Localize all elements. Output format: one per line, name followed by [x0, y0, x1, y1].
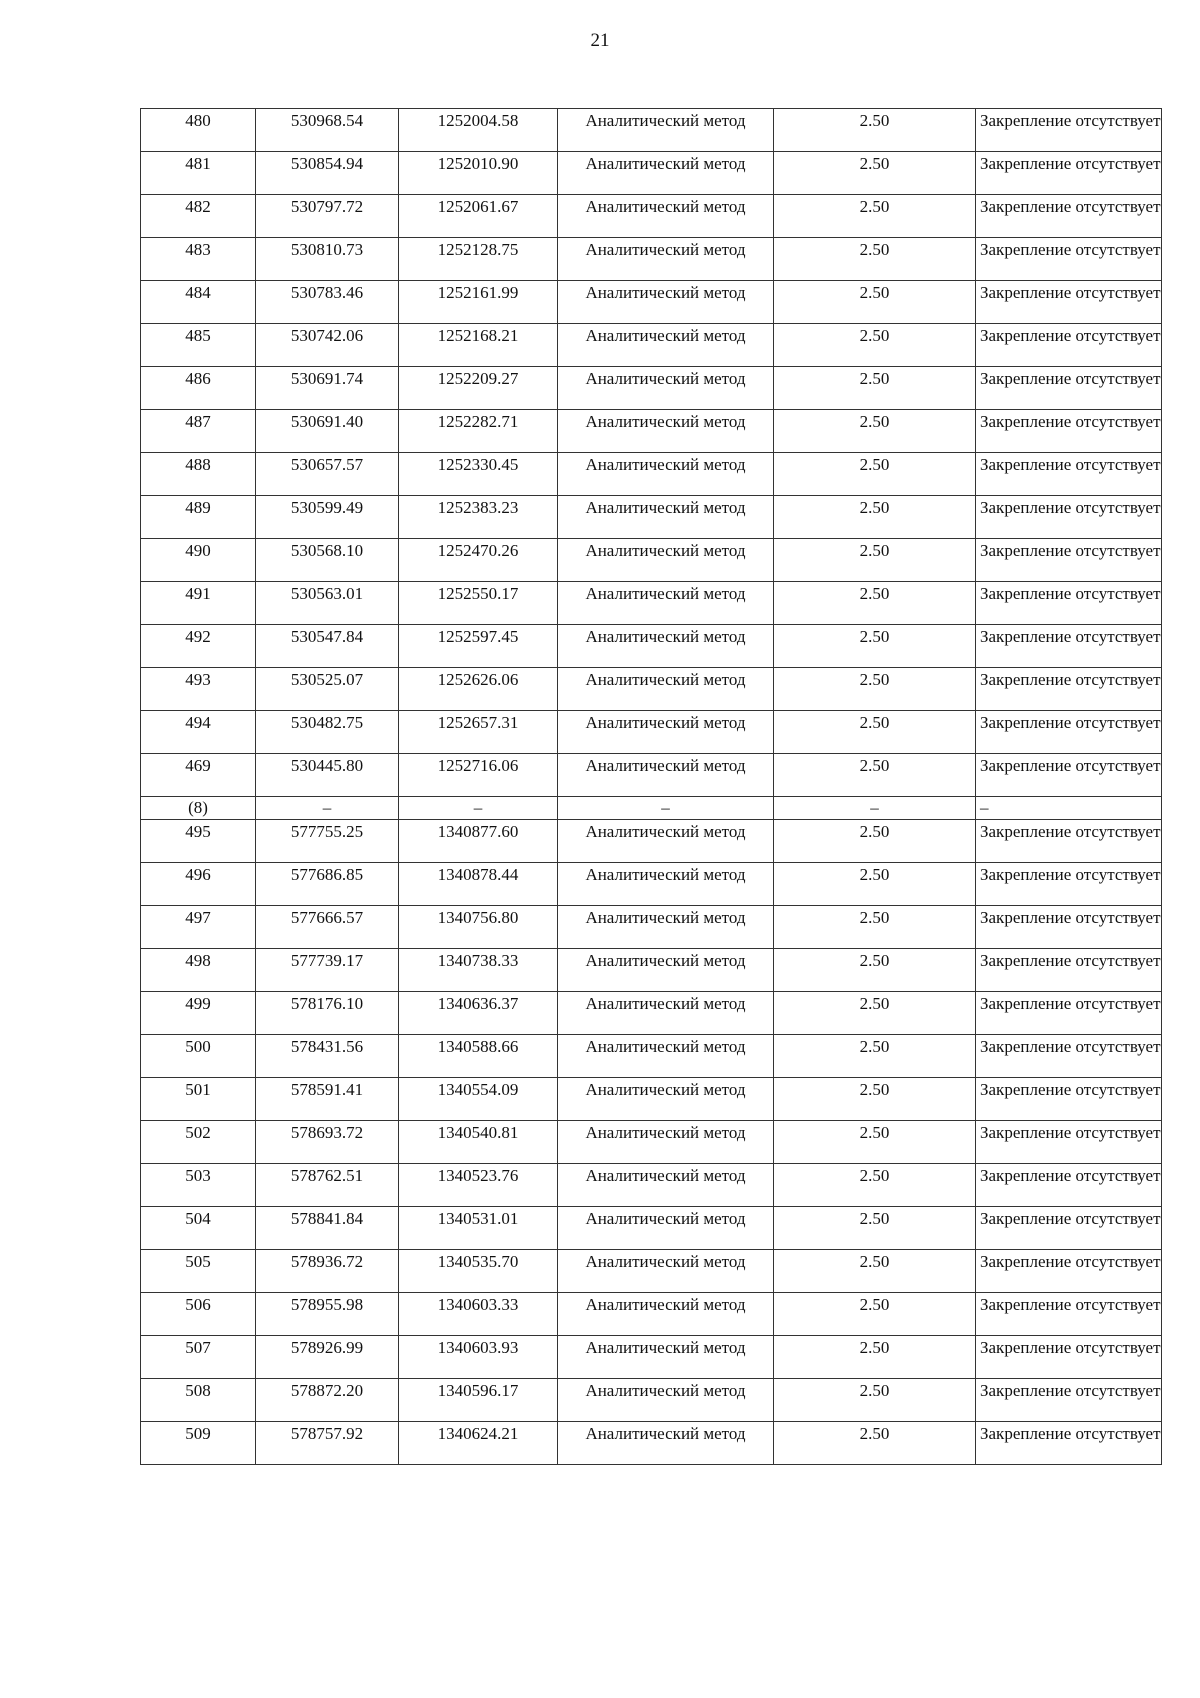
- table-row: [141, 1078, 1162, 1121]
- fixation-cell: Закрепление отсутствует: [976, 152, 1162, 195]
- x-coordinate-cell: 530568.10: [256, 539, 399, 582]
- table-row: [141, 238, 1162, 281]
- y-coordinate-cell: 1340588.66: [399, 1035, 558, 1078]
- accuracy-cell: 2.50: [774, 754, 976, 797]
- method-cell: Аналитический метод: [558, 195, 774, 238]
- y-coordinate-cell: 1340624.21: [399, 1422, 558, 1465]
- fixation-cell: Закрепление отсутствует: [976, 496, 1162, 539]
- x-coordinate-cell: 530783.46: [256, 281, 399, 324]
- x-coordinate-cell: 578841.84: [256, 1207, 399, 1250]
- point-number-cell: 489: [141, 496, 256, 539]
- fixation-cell: Закрепление отсутствует: [976, 668, 1162, 711]
- point-number-cell: 509: [141, 1422, 256, 1465]
- table-row: [141, 539, 1162, 582]
- table-row: [141, 754, 1162, 797]
- method-cell: Аналитический метод: [558, 711, 774, 754]
- accuracy-cell: 2.50: [774, 906, 976, 949]
- table-row: [141, 906, 1162, 949]
- x-coordinate-cell: 577666.57: [256, 906, 399, 949]
- method-cell: Аналитический метод: [558, 949, 774, 992]
- accuracy-cell: 2.50: [774, 496, 976, 539]
- table-row: [141, 367, 1162, 410]
- x-coordinate-cell: 578762.51: [256, 1164, 399, 1207]
- x-coordinate-cell: –: [256, 797, 399, 820]
- accuracy-cell: 2.50: [774, 1422, 976, 1465]
- method-cell: Аналитический метод: [558, 453, 774, 496]
- fixation-cell: Закрепление отсутствует: [976, 863, 1162, 906]
- accuracy-cell: 2.50: [774, 324, 976, 367]
- accuracy-cell: 2.50: [774, 711, 976, 754]
- fixation-cell: Закрепление отсутствует: [976, 711, 1162, 754]
- method-cell: Аналитический метод: [558, 1422, 774, 1465]
- point-number-cell: 498: [141, 949, 256, 992]
- method-cell: Аналитический метод: [558, 1078, 774, 1121]
- accuracy-cell: 2.50: [774, 1121, 976, 1164]
- x-coordinate-cell: 577755.25: [256, 820, 399, 863]
- fixation-cell: Закрепление отсутствует: [976, 820, 1162, 863]
- accuracy-cell: 2.50: [774, 152, 976, 195]
- x-coordinate-cell: 578591.41: [256, 1078, 399, 1121]
- accuracy-cell: 2.50: [774, 1293, 976, 1336]
- y-coordinate-cell: 1340603.33: [399, 1293, 558, 1336]
- x-coordinate-cell: 530525.07: [256, 668, 399, 711]
- fixation-cell: Закрепление отсутствует: [976, 1379, 1162, 1422]
- table-row: [141, 820, 1162, 863]
- method-cell: Аналитический метод: [558, 1379, 774, 1422]
- table-row: [141, 1422, 1162, 1465]
- x-coordinate-cell: 530968.54: [256, 109, 399, 152]
- x-coordinate-cell: 577739.17: [256, 949, 399, 992]
- method-cell: Аналитический метод: [558, 324, 774, 367]
- point-number-cell: 506: [141, 1293, 256, 1336]
- table-row: [141, 109, 1162, 152]
- fixation-cell: Закрепление отсутствует: [976, 949, 1162, 992]
- x-coordinate-cell: 530742.06: [256, 324, 399, 367]
- y-coordinate-cell: 1340531.01: [399, 1207, 558, 1250]
- contour-separator-row: [141, 797, 1162, 820]
- accuracy-cell: 2.50: [774, 820, 976, 863]
- point-number-cell: 500: [141, 1035, 256, 1078]
- y-coordinate-cell: 1252626.06: [399, 668, 558, 711]
- x-coordinate-cell: 530657.57: [256, 453, 399, 496]
- y-coordinate-cell: 1340535.70: [399, 1250, 558, 1293]
- y-coordinate-cell: 1252383.23: [399, 496, 558, 539]
- accuracy-cell: 2.50: [774, 992, 976, 1035]
- y-coordinate-cell: 1340877.60: [399, 820, 558, 863]
- accuracy-cell: 2.50: [774, 281, 976, 324]
- x-coordinate-cell: 530691.74: [256, 367, 399, 410]
- table-row: [141, 410, 1162, 453]
- fixation-cell: Закрепление отсутствует: [976, 367, 1162, 410]
- point-number-cell: 493: [141, 668, 256, 711]
- x-coordinate-cell: 578926.99: [256, 1336, 399, 1379]
- y-coordinate-cell: 1340540.81: [399, 1121, 558, 1164]
- y-coordinate-cell: 1252168.21: [399, 324, 558, 367]
- table-row: [141, 324, 1162, 367]
- accuracy-cell: 2.50: [774, 410, 976, 453]
- method-cell: Аналитический метод: [558, 1250, 774, 1293]
- coordinates-table-body: [141, 109, 1162, 1465]
- x-coordinate-cell: 530797.72: [256, 195, 399, 238]
- point-number-cell: 495: [141, 820, 256, 863]
- method-cell: Аналитический метод: [558, 1293, 774, 1336]
- method-cell: Аналитический метод: [558, 863, 774, 906]
- method-cell: Аналитический метод: [558, 410, 774, 453]
- y-coordinate-cell: 1340603.93: [399, 1336, 558, 1379]
- accuracy-cell: 2.50: [774, 668, 976, 711]
- y-coordinate-cell: 1340636.37: [399, 992, 558, 1035]
- point-number-cell: 497: [141, 906, 256, 949]
- fixation-cell: Закрепление отсутствует: [976, 109, 1162, 152]
- table-row: [141, 668, 1162, 711]
- point-number-cell: 486: [141, 367, 256, 410]
- fixation-cell: Закрепление отсутствует: [976, 1293, 1162, 1336]
- table-row: [141, 863, 1162, 906]
- accuracy-cell: 2.50: [774, 453, 976, 496]
- point-number-cell: 481: [141, 152, 256, 195]
- point-number-cell: 485: [141, 324, 256, 367]
- point-number-cell: 496: [141, 863, 256, 906]
- fixation-cell: Закрепление отсутствует: [976, 410, 1162, 453]
- x-coordinate-cell: 577686.85: [256, 863, 399, 906]
- table-row: [141, 625, 1162, 668]
- point-number-cell: 501: [141, 1078, 256, 1121]
- method-cell: Аналитический метод: [558, 539, 774, 582]
- accuracy-cell: 2.50: [774, 1207, 976, 1250]
- fixation-cell: Закрепление отсутствует: [976, 1336, 1162, 1379]
- x-coordinate-cell: 578955.98: [256, 1293, 399, 1336]
- y-coordinate-cell: 1252282.71: [399, 410, 558, 453]
- fixation-cell: Закрепление отсутствует: [976, 281, 1162, 324]
- fixation-cell: Закрепление отсутствует: [976, 625, 1162, 668]
- table-row: [141, 1250, 1162, 1293]
- method-cell: Аналитический метод: [558, 152, 774, 195]
- x-coordinate-cell: 578693.72: [256, 1121, 399, 1164]
- accuracy-cell: 2.50: [774, 539, 976, 582]
- y-coordinate-cell: 1252061.67: [399, 195, 558, 238]
- point-number-cell: 505: [141, 1250, 256, 1293]
- accuracy-cell: 2.50: [774, 582, 976, 625]
- y-coordinate-cell: –: [399, 797, 558, 820]
- x-coordinate-cell: 578872.20: [256, 1379, 399, 1422]
- y-coordinate-cell: 1340878.44: [399, 863, 558, 906]
- table-row: [141, 1336, 1162, 1379]
- accuracy-cell: 2.50: [774, 1250, 976, 1293]
- x-coordinate-cell: 530854.94: [256, 152, 399, 195]
- accuracy-cell: 2.50: [774, 195, 976, 238]
- accuracy-cell: 2.50: [774, 1164, 976, 1207]
- accuracy-cell: 2.50: [774, 625, 976, 668]
- accuracy-cell: 2.50: [774, 1379, 976, 1422]
- accuracy-cell: 2.50: [774, 1078, 976, 1121]
- table-row: [141, 1035, 1162, 1078]
- x-coordinate-cell: 530563.01: [256, 582, 399, 625]
- table-row: [141, 582, 1162, 625]
- point-number-cell: 483: [141, 238, 256, 281]
- point-number-cell: 482: [141, 195, 256, 238]
- point-number-cell: 492: [141, 625, 256, 668]
- point-number-cell: 480: [141, 109, 256, 152]
- fixation-cell: Закрепление отсутствует: [976, 1207, 1162, 1250]
- point-number-cell: 503: [141, 1164, 256, 1207]
- table-row: [141, 195, 1162, 238]
- y-coordinate-cell: 1252161.99: [399, 281, 558, 324]
- accuracy-cell: 2.50: [774, 1035, 976, 1078]
- table-row: [141, 152, 1162, 195]
- point-number-cell: 507: [141, 1336, 256, 1379]
- table-row: [141, 1207, 1162, 1250]
- x-coordinate-cell: 530691.40: [256, 410, 399, 453]
- y-coordinate-cell: 1252657.31: [399, 711, 558, 754]
- method-cell: Аналитический метод: [558, 367, 774, 410]
- method-cell: Аналитический метод: [558, 238, 774, 281]
- x-coordinate-cell: 530547.84: [256, 625, 399, 668]
- fixation-cell: Закрепление отсутствует: [976, 906, 1162, 949]
- y-coordinate-cell: 1252470.26: [399, 539, 558, 582]
- x-coordinate-cell: 530810.73: [256, 238, 399, 281]
- method-cell: Аналитический метод: [558, 668, 774, 711]
- accuracy-cell: 2.50: [774, 367, 976, 410]
- method-cell: Аналитический метод: [558, 1164, 774, 1207]
- x-coordinate-cell: 578936.72: [256, 1250, 399, 1293]
- point-number-cell: 488: [141, 453, 256, 496]
- y-coordinate-cell: 1340596.17: [399, 1379, 558, 1422]
- method-cell: Аналитический метод: [558, 820, 774, 863]
- method-cell: Аналитический метод: [558, 906, 774, 949]
- point-number-cell: 490: [141, 539, 256, 582]
- table-row: [141, 1293, 1162, 1336]
- x-coordinate-cell: 530445.80: [256, 754, 399, 797]
- method-cell: –: [558, 797, 774, 820]
- fixation-cell: Закрепление отсутствует: [976, 1250, 1162, 1293]
- y-coordinate-cell: 1252209.27: [399, 367, 558, 410]
- method-cell: Аналитический метод: [558, 1035, 774, 1078]
- method-cell: Аналитический метод: [558, 1336, 774, 1379]
- accuracy-cell: 2.50: [774, 863, 976, 906]
- table-row: [141, 949, 1162, 992]
- point-number-cell: 504: [141, 1207, 256, 1250]
- x-coordinate-cell: 530599.49: [256, 496, 399, 539]
- y-coordinate-cell: 1340554.09: [399, 1078, 558, 1121]
- table-row: [141, 711, 1162, 754]
- accuracy-cell: –: [774, 797, 976, 820]
- y-coordinate-cell: 1252004.58: [399, 109, 558, 152]
- y-coordinate-cell: 1252330.45: [399, 453, 558, 496]
- point-number-cell: 484: [141, 281, 256, 324]
- method-cell: Аналитический метод: [558, 496, 774, 539]
- point-number-cell: 487: [141, 410, 256, 453]
- point-number-cell: 491: [141, 582, 256, 625]
- point-number-cell: 502: [141, 1121, 256, 1164]
- x-coordinate-cell: 578431.56: [256, 1035, 399, 1078]
- fixation-cell: Закрепление отсутствует: [976, 1164, 1162, 1207]
- y-coordinate-cell: 1252128.75: [399, 238, 558, 281]
- fixation-cell: Закрепление отсутствует: [976, 1422, 1162, 1465]
- point-number-cell: 499: [141, 992, 256, 1035]
- table-row: [141, 992, 1162, 1035]
- method-cell: Аналитический метод: [558, 1121, 774, 1164]
- y-coordinate-cell: 1252010.90: [399, 152, 558, 195]
- method-cell: Аналитический метод: [558, 625, 774, 668]
- method-cell: Аналитический метод: [558, 754, 774, 797]
- y-coordinate-cell: 1252716.06: [399, 754, 558, 797]
- x-coordinate-cell: 530482.75: [256, 711, 399, 754]
- fixation-cell: Закрепление отсутствует: [976, 324, 1162, 367]
- fixation-cell: Закрепление отсутствует: [976, 195, 1162, 238]
- fixation-cell: Закрепление отсутствует: [976, 582, 1162, 625]
- table-row: [141, 1121, 1162, 1164]
- y-coordinate-cell: 1340523.76: [399, 1164, 558, 1207]
- method-cell: Аналитический метод: [558, 992, 774, 1035]
- accuracy-cell: 2.50: [774, 949, 976, 992]
- y-coordinate-cell: 1340756.80: [399, 906, 558, 949]
- fixation-cell: Закрепление отсутствует: [976, 1035, 1162, 1078]
- fixation-cell: –: [976, 797, 1162, 820]
- fixation-cell: Закрепление отсутствует: [976, 1121, 1162, 1164]
- method-cell: Аналитический метод: [558, 582, 774, 625]
- point-number-cell: 494: [141, 711, 256, 754]
- page-number: 21: [590, 30, 610, 51]
- fixation-cell: Закрепление отсутствует: [976, 1078, 1162, 1121]
- fixation-cell: Закрепление отсутствует: [976, 754, 1162, 797]
- point-number-cell: 508: [141, 1379, 256, 1422]
- y-coordinate-cell: 1340738.33: [399, 949, 558, 992]
- coordinates-table: [140, 108, 1162, 1465]
- accuracy-cell: 2.50: [774, 109, 976, 152]
- x-coordinate-cell: 578176.10: [256, 992, 399, 1035]
- point-number-cell: 469: [141, 754, 256, 797]
- table-row: [141, 453, 1162, 496]
- table-row: [141, 1164, 1162, 1207]
- accuracy-cell: 2.50: [774, 238, 976, 281]
- method-cell: Аналитический метод: [558, 109, 774, 152]
- method-cell: Аналитический метод: [558, 281, 774, 324]
- table-row: [141, 281, 1162, 324]
- point-number-cell: (8): [141, 797, 256, 820]
- y-coordinate-cell: 1252550.17: [399, 582, 558, 625]
- fixation-cell: Закрепление отсутствует: [976, 453, 1162, 496]
- fixation-cell: Закрепление отсутствует: [976, 539, 1162, 582]
- fixation-cell: Закрепление отсутствует: [976, 992, 1162, 1035]
- x-coordinate-cell: 578757.92: [256, 1422, 399, 1465]
- table-row: [141, 1379, 1162, 1422]
- y-coordinate-cell: 1252597.45: [399, 625, 558, 668]
- method-cell: Аналитический метод: [558, 1207, 774, 1250]
- table-row: [141, 496, 1162, 539]
- fixation-cell: Закрепление отсутствует: [976, 238, 1162, 281]
- accuracy-cell: 2.50: [774, 1336, 976, 1379]
